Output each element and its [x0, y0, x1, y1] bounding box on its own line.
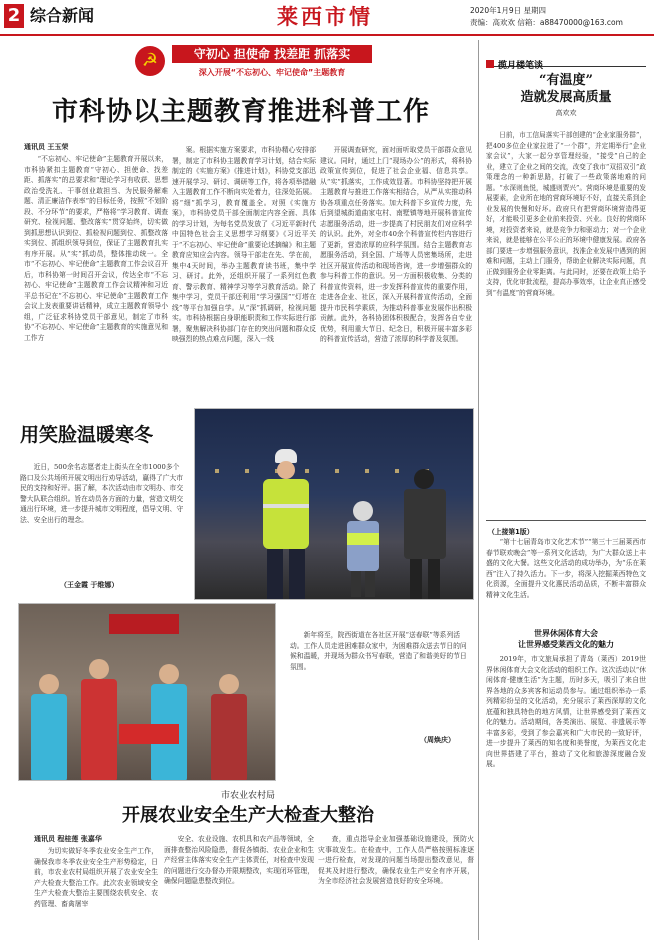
- editor-line: 责编：高欢欢 信箱：a88470000@163.com: [470, 18, 623, 27]
- photo-article-credit: （王金霞 于维娜）: [60, 581, 119, 589]
- main-byline: 通讯员 王玉荣: [24, 143, 69, 151]
- farm-col-3: 查，重点指导企业加强基础设施建设，预防火灾事故发生。在检查中，工作人员严格按照标准逐一进行检查，对发现的问题当场提出整改意见，督促其及时进行整改，确保农业生产安全有序开展，为全市经济社会发展营造良好的安全环境。: [318, 835, 474, 885]
- square-bullet-icon: [486, 60, 494, 68]
- farm-col-1: 为切实做好冬季农业安全生产工作，确保我市冬季农业安全生产形势稳定，日前，市农业农村局组织开展了农业安全生产大检查大整治工作。此次农业领域安全生产大检查大整治主要围绕农机安全、农药管理、畜禽屠宰: [34, 847, 158, 908]
- header-rule: [0, 34, 654, 36]
- essay-bottom-rule: [486, 520, 646, 521]
- right-column-divider: [478, 40, 479, 940]
- essay-author: 高欢欢: [555, 109, 577, 117]
- main-col-1: “不忘初心、牢记使命”主题教育开展以来，市科协紧扣主题教育“守初心、担使命、找差距、抓落实”的总要求和“理论学习有收获、思想政治受洗礼、干事创业敢担当、为民服务解难题、清正廉洁作表率”的目标任务，按照“不划阶段、不分环节”的要求，严格将“学习教育、调查研究、检视问题、整改落实”贯穿始终，切实做到抓思想认识到位、抓检视问题到位、抓整改落实到位、抓组织领导到位，保证了主题教育扎实有序开展。从“实”抓动员，整体推动统一。全市“不忘初心、牢记使命”主题教育工作会议召开后，市科协第一时间召开会议，传达全市“不忘初心、牢记使命”主题教育工作会议精神和习近平总书记在“不忘初心、牢记使命”主题教育工作会议上发表重要讲话精神，成立主题教育领导小组，广泛征求科协党员干部意见，制定了市科协“不忘初心、牢记使命”主题教育的实施意见和工作方: [24, 155, 168, 342]
- adult-figure: [400, 469, 450, 599]
- right-news-lead: （上接第1版）: [488, 528, 534, 536]
- photo-article-caption: 近日，500余名志愿者走上街头在全市1000多个路口及公共场所开展文明出行劝导活动，赢得了广大市民的支持和好评。据了解，本次活动由市文明办、市交警大队联合组织。旨在动员各方面的力量，营造文明交通出行环境，进一步提升城市文明程度，倡导文明、守法、安全出行的理念。: [20, 463, 184, 524]
- column-label: 揽月楼笔谈: [486, 53, 646, 67]
- banner-slogan: 守初心 担使命 找差距 抓落实: [172, 45, 372, 63]
- theme-banner: [0, 40, 476, 84]
- essay-text: 日前，市工信局落实干部创建的“企业家服务群”，把400多位企业家拉进了“一个群”，并定期举行“企业家会议”，大家一起分享管理经验，“接受”自己的企业，建立了企业之间的交流，改变了我市“双招双引”政策理念的一种新思路，打破了一些政策落地难的问题。“水深则鱼悦，城盛则贾兴”。营商环境是重要的发展要素，企业所在地的营商环境好不好，直接关系到企业发展的快慢和好坏。政府只有把营商环境营造得更好，才能吸引更多企业前来投资、兴业。良好的营商环境，对投资者来说，就是竞争力和驱动力；对一个企业来说，就是能够在公平公正的环境中健康发展。政府各部门要进一步增强服务意识，找准企业发展中遇到的困难和问题，主动上门服务，帮助企业解决实际问题，真正做到服务企业零距离。与此同时，还要在政策上给予支持，优化审批流程，提高办事效率，让企业真正感受到“有温度”的营商环境。: [486, 131, 646, 297]
- section-name: 综合新闻: [30, 6, 95, 25]
- event-caption: 新年将至，院西街道在各社区开展“送春联”等系列活动。工作人员走进困难群众家中，为困难群众送去节日的问候和温暖，并现场为群众书写春联，营造了和谐美好的节日氛围。: [290, 631, 467, 671]
- right-sub-text: 2019年，市文旅局承担了青岛（莱西）2019世界休闲体育大会文化活动的组织工作。这次活动以“休闲体育·健康生活”为主题，历时多天，吸引了来自世界各地的众多宾客和运动员参与。通过组织举办一系列精彩纷呈的文化活动，充分展示了莱西深厚的文化底蕴和独具特色的地方风情，让世界感受到了莱西文化的魅力。活动期间，各类演出、展览、非遗展示等丰富多彩，受到了参会嘉宾和广大市民的一致好评，进一步提升了莱西的知名度和美誉度，为莱西文化走向世界搭建了平台，推动了文化和旅游深度融合发展。: [486, 655, 646, 768]
- essay-title: “有温度” 造就发展高质量: [520, 73, 612, 105]
- traffic-police-photo: [194, 408, 474, 600]
- volunteer-figure-1: [29, 674, 69, 781]
- main-col-2: 案。根据实施方案要求，市科协精心安排部署，制定了市科协主题教育学习计划，结合实际制定的《实施方案》《推进计划》，科协党支部迅速开展学习、研讨、调研等工作，将各项举措融入主题教育工作不断向实处着力，往深处拓展。将“细”抓学习，教育覆盖全。对照《实施方案》，市科协党员干部全面制定内容全面、具体的学习计划，为每名党员发放了《习近平新时代中国特色社会主义思想学习纲要》《习近平关于“不忘初心、牢记使命”重要论述摘编》和主题教育应知应会内容。领导干部走在先、学在前，集中4天时间，举办主题教育读书班，集中学习、研讨。此外，还组织开展了一系列红色教育、警示教育、精神学习等学习教育活动。除了集中学习，党员干部还利用“学习强国”“灯塔在线”等平台加强自学。从“深”抓调研，检视问题实。市科协根据自身职能职责和工作实际进行部署，聚焦解决科协部门存在的突出问题和群众反映强烈的热点难点问题，深入一线: [172, 146, 316, 343]
- police-officer-figure: [255, 449, 315, 599]
- party-emblem-icon: ☭: [135, 46, 165, 76]
- page-number: 2: [4, 4, 24, 28]
- farm-byline: 通讯员 程桂莲 张嘉华: [34, 835, 102, 843]
- main-headline: 市科协以主题教育推进科普工作: [51, 97, 430, 127]
- volunteer-figure-2: [79, 659, 119, 781]
- volunteer-figure-4: [209, 674, 249, 781]
- child-figure: [343, 501, 383, 597]
- date-line: 2020年1月9日 星期四: [470, 6, 547, 15]
- couplet-paper: [119, 724, 179, 744]
- event-credit: （周焕庆）: [420, 736, 455, 744]
- red-couplet-banner: [109, 614, 179, 634]
- farm-col-2: 安全、农业设施、农机具和农产品等领域，全面排查整治风险隐患，督促各镇街、农业企业和生产经营主体落实安全生产主体责任，对检查中发现的问题进行交办督办并限期整改，实现闭环管理，确保问题隐患整改到位。: [164, 835, 314, 885]
- right-sub-head: 世界休闲体育大会 让世界感受莱西文化的魅力: [518, 629, 614, 649]
- volunteer-figure-3: [149, 664, 189, 781]
- community-event-photo: [18, 603, 276, 781]
- banner-sub: 深入开展“不忘初心、牢记使命”主题教育: [198, 68, 346, 77]
- farm-kicker: 市农业农村局: [220, 791, 275, 801]
- photo-article-title: 用笑脸温暖寒冬: [20, 424, 154, 446]
- right-news-text: “第十七届青岛市文化艺术节”“第三十三届莱西市春节联欢晚会”等一系列文化活动，为广大群众送上丰盛的文化大餐。这些文化活动的成功举办，为“乐在莱西”注入了持久活力。下一步，将深入挖掘莱西特色文化资源，全面提升文化惠民活动品质，不断丰富群众精神文化生活。: [486, 538, 646, 599]
- paper-name: 莱西市情: [277, 4, 373, 29]
- farm-headline: 开展农业安全生产大检查大整治: [122, 805, 374, 826]
- main-col-3: 开展调查研究，面对面听取党员干部群众意见建议。同时，通过上门“现场办公”的形式，将科协政策宣传到位，促进了社会企业福、信息共享。从“实”抓落实，工作成效显著。市科协坚持把开展主题教育与推进工作落实相结合，从严从实推动科协各项重点任务落实。加大科普下乡宣传力度，先后到望城街道曲家屯村、南墅镇等地开展科普宣传志愿服务活动，进一步提高了村民朋友们对应科学的认识。此外，对全市40余个科普宣传栏内容进行了更新，营造浓厚的应科学氛围。结合主题教育志愿服务活动，到全国、广场等人员密集场所，走进社区开展宣传活动和现场咨询，进一步增强群众的参与科普工作的意识。另一方面积极收集、分类的科普宣传资料，进一步发挥科普宣传的重要作用，走进各企业、社区，深入开展科普宣传活动，全面提升市民科学素质，为推动科普事业发展作出积极贡献。此外，各科协团体积极配合，发挥各自专业优势，利用重大节日、纪念日，积极开展丰富多彩的科普宣传活动，营造了浓厚的科学普及氛围。: [320, 146, 472, 343]
